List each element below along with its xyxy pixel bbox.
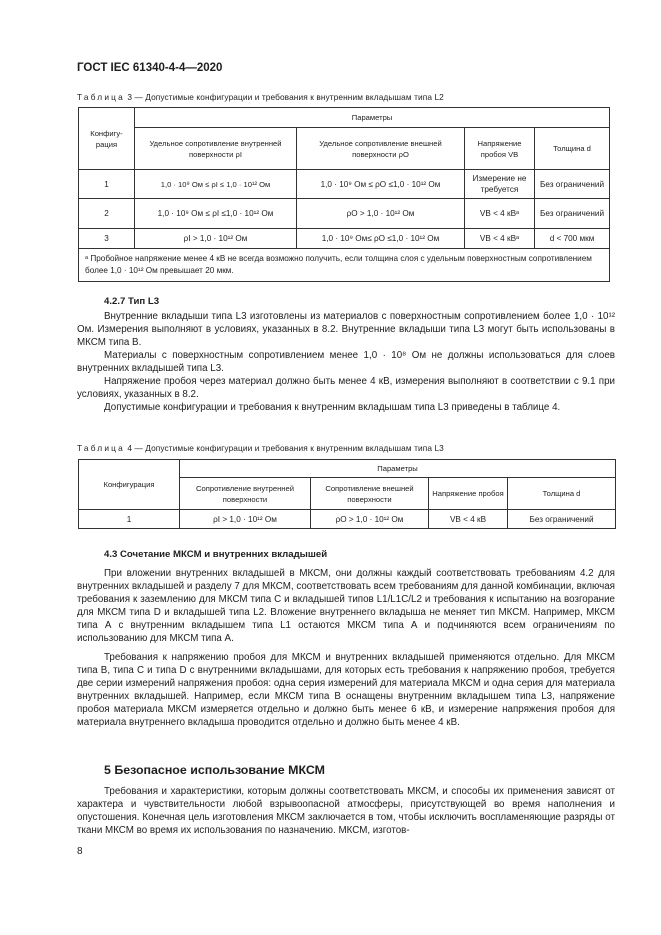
table3-row1-inner: 1,0 · 10⁹ Ом ≤ ρI ≤ 1,0 · 10¹² Ом: [135, 170, 297, 199]
table4-caption-text: 4 — Допустимые конфигурации и требования к внутренним вкладышам типа L3: [127, 443, 444, 453]
section-5-heading: 5 Безопасное использование МКСМ: [104, 763, 325, 777]
table3-row3-inner: ρI > 1,0 · 10¹² Ом: [135, 229, 297, 249]
table4-header-params: Параметры: [180, 460, 616, 478]
table3-header-params: Параметры: [135, 108, 610, 128]
table4-header-config: Конфигурация: [79, 460, 180, 510]
section-4-2-7-paragraph-2: Материалы с поверхностным сопротивлением менее 1,0 · 10⁸ Ом не должны использоваться для слоев внутренних вкладышей типа L3.: [77, 350, 615, 374]
table3-row1-voltage: Измерение не требуется: [465, 170, 535, 199]
table4-row1-voltage: VB < 4 кВ: [429, 510, 508, 529]
table3-row2-inner: 1,0 · 10⁹ Ом ≤ ρI ≤1,0 · 10¹² Ом: [135, 199, 297, 229]
table3-row1-config: 1: [79, 170, 135, 199]
table3-row2-thickness: Без ограничений: [535, 199, 610, 229]
table-row: [79, 510, 616, 529]
table4-caption-prefix: Таблица: [77, 443, 125, 453]
table3-caption-prefix: Таблица: [77, 92, 125, 102]
table-row: [79, 229, 610, 249]
table3-row3-config: 3: [79, 229, 135, 249]
table3-caption-text: 3 — Допустимые конфигурации и требования к внутренним вкладышам типа L2: [127, 92, 444, 102]
section-4-3-paragraph-2: Требования к напряжению пробоя для МКСМ и внутренних вкладышей применяются отдельно. Для МКСМ типа В, типа С и типа D с внутренними вкладышами, для которых есть требования к напряжению пробоя, требуется две серии измерений напряжения пробоя: одна серия измерений для материала МКСМ и одна серия для материала внутренних вкладышей. Например, если МКСМ типа В оснащены внутренним вкладышем типа L3, напряжение пробоя материала МКСМ измеряется отдельно и должно быть менее 6 кВ, и измерение напряжения пробоя для материала внутреннего вкладыша проводится отдельно и должно быть менее 4 кВ.: [77, 652, 615, 728]
table3-row3-thickness: d < 700 мкм: [535, 229, 610, 249]
table4-row1-config: 1: [79, 510, 180, 529]
table3: [78, 107, 610, 282]
standard-header: ГОСТ IEC 61340-4-4—2020: [77, 62, 223, 74]
table3-header-thickness: Толщина d: [535, 128, 610, 170]
table3-row2-outer: ρO > 1,0 · 10¹² Ом: [297, 199, 465, 229]
table3-header-inner: Удельное сопротивление внутренней поверхности ρI: [135, 128, 297, 170]
table4-header-thickness: Толщина d: [508, 478, 616, 510]
table3-header-outer: Удельное сопротивление внешней поверхности ρO: [297, 128, 465, 170]
table4-row1-outer: ρO > 1,0 · 10¹² Ом: [311, 510, 429, 529]
section-5-paragraph-1: Требования и характеристики, которым должны соответствовать МКСМ, и способы их применения зависят от характера и чувствительности любой взрывоопасной атмосферы, присутствующей во время наполнения и опустошения. Конечная цель изготовления МКСМ заключается в том, чтобы исключить воспламеняющие разряды от ткани МКСМ во время их использования по назначению. МКСМ, изготов-: [77, 786, 615, 836]
table-row: [79, 199, 610, 229]
table-row: [79, 170, 610, 199]
table4-row1-thickness: Без ограничений: [508, 510, 616, 529]
section-4-2-7-paragraph-3: Напряжение пробоя через материал должно быть менее 4 кВ, измерения выполняют в соответствии с 9.1 при условиях, указанных в 8.2.: [77, 376, 615, 400]
table3-caption: [77, 92, 444, 102]
section-4-3-paragraph-1: При вложении внутренних вкладышей в МКСМ, они должны каждый соответствовать требованиям 4.2 для внутренних вкладышей и разделу 7 для МКСМ, соответствовать всем требованиям для данной комбинации, включая требования к заземлению для МКСМ типа С и вкладышей типов L1/L1C/L2 и требования к испытанию на возгорание для МКСМ типа D и вкладышей типа L2. Вложение внутреннего вкладыша не меняет тип МКСМ. Например, МКСМ типа А с внутренним вкладышем типа L1 остаются МКСМ типа А и подчиняются всем ограничениям по использованию для МКСМ типа А.: [77, 568, 615, 644]
table3-row3-voltage: VB < 4 кВᵃ: [465, 229, 535, 249]
table4-header-inner: Сопротивление внутренней поверхности: [180, 478, 311, 510]
table3-row1-thickness: Без ограничений: [535, 170, 610, 199]
table3-row2-config: 2: [79, 199, 135, 229]
table4-row1-inner: ρI > 1,0 · 10¹² Ом: [180, 510, 311, 529]
table4-caption: [77, 443, 444, 453]
section-4-2-7-paragraph-1: Внутренние вкладыши типа L3 изготовлены из материалов с поверхностным сопротивлением более 1,0 · 10¹² Ом. Измерения выполняют в условиях, указанных в 8.2. Внутренние вкладыши типа L3 могут быть использованы в МКСМ типа В.: [77, 311, 615, 348]
table4-header-voltage: Напряжение пробоя: [429, 478, 508, 510]
table3-footnote: ᵃ Пробойное напряжение менее 4 кВ не всегда возможно получить, если толщина слоя с удельным поверхностным сопротивлением более 1,0 · 10¹² Ом превышает 20 мкм.: [79, 249, 610, 282]
table3-header-voltage: Напряжение пробоя VB: [465, 128, 535, 170]
table3-row2-voltage: VB < 4 кВᵃ: [465, 199, 535, 229]
section-4-2-7-heading: 4.2.7 Тип L3: [104, 296, 160, 307]
table3-header-config: Конфигу- рация: [79, 108, 135, 170]
table3-row1-outer: 1,0 · 10⁹ Ом ≤ ρO ≤1,0 · 10¹² Ом: [297, 170, 465, 199]
section-4-2-7-paragraph-4: Допустимые конфигурации и требования к внутренним вкладышам типа L3 приведены в таблице 4.: [104, 402, 561, 413]
page-number: 8: [77, 846, 83, 857]
table3-row3-outer: 1,0 · 10⁹ Ом≤ ρO ≤1,0 · 10¹² Ом: [297, 229, 465, 249]
table4-header-outer: Сопротивление внешней поверхности: [311, 478, 429, 510]
section-4-3-heading: 4.3 Сочетание МКСМ и внутренних вкладышей: [104, 549, 328, 560]
table4: [78, 459, 616, 529]
